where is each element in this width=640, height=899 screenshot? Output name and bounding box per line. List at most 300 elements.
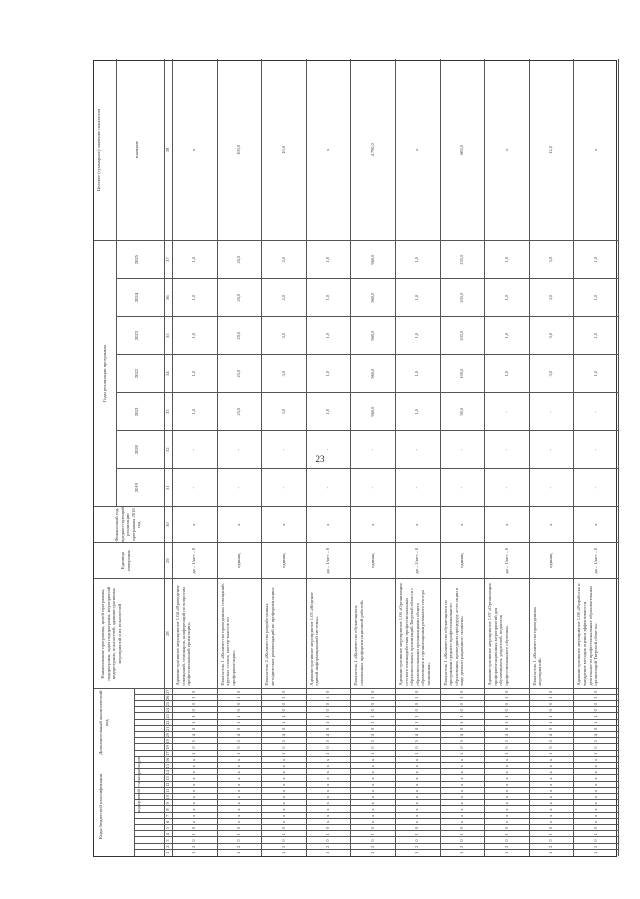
column-number: 9 <box>165 802 170 805</box>
row-target: x <box>414 148 420 151</box>
code-cell: x <box>369 808 375 811</box>
code-cell: x <box>503 758 509 762</box>
code-col-line <box>134 706 618 707</box>
code-col-line <box>134 737 618 738</box>
name-header: Наименование программы, целей программы, подпрограмм, задач подпрограмм, мероприятий подпрограмм, показателей, административных мероприятий и их показателей <box>100 586 122 681</box>
code-cell: 4 <box>592 734 598 737</box>
code-cell: 0 <box>458 709 464 712</box>
column-number: 2 <box>165 845 170 848</box>
code-cell: 0 <box>191 746 197 749</box>
code-cell: 0 <box>369 827 375 830</box>
code-cell: x <box>414 796 420 799</box>
code-cell: 1 <box>414 851 420 855</box>
row-year-value: - <box>548 410 554 413</box>
code-cell: x <box>191 796 197 799</box>
code-cell: x <box>592 777 598 780</box>
code-cell: 1 <box>280 851 286 855</box>
code-cell: 4 <box>235 734 241 737</box>
code-col-line <box>134 793 618 794</box>
year-label: 2020 <box>134 445 139 455</box>
column-number: 38 <box>165 147 170 153</box>
row-unit: единиц <box>548 553 554 568</box>
code-col-line <box>134 768 618 769</box>
year-label: 2019 <box>134 483 139 493</box>
code-cell: 0 <box>369 727 375 731</box>
code-cell: x <box>235 771 241 774</box>
code-cell: 1 <box>235 752 241 755</box>
code-col-line <box>134 824 618 825</box>
code-col-line <box>134 799 618 800</box>
row-unit: единиц <box>235 553 241 568</box>
code-cell: 2 <box>325 845 331 848</box>
code-cell: x <box>458 777 464 780</box>
code-cell: x <box>325 796 331 799</box>
row-year-value: 3,0 <box>280 332 286 339</box>
row-name: Административное мероприятие 1.06 «Организация сетевого взаимодействия профессиональных образовательных организаций Тверской области с образовательными организациями общего образования и организациями реального сектора экономики» <box>398 583 431 686</box>
row-unit: да – 1/нет – 0 <box>503 547 509 574</box>
row-year-value: 960,0 <box>369 368 375 379</box>
row-year-value: 1,0 <box>191 408 197 415</box>
code-cell: x <box>503 802 509 805</box>
code-cell: x <box>235 789 241 793</box>
column-number: 35 <box>165 333 170 338</box>
code-cell: 0 <box>414 703 420 706</box>
code-cell: x <box>414 820 420 824</box>
code-cell: 0 <box>191 703 197 706</box>
row-year-value: - <box>191 486 197 489</box>
code-col-line <box>134 762 618 763</box>
column-number: 21 <box>165 726 170 732</box>
code-cell: x <box>503 814 509 817</box>
code-cell: x <box>503 771 509 774</box>
code-cell: 0 <box>325 746 331 749</box>
code-col-line <box>134 756 618 757</box>
code-cell: 2 <box>503 845 509 848</box>
code-cell: 1 <box>503 851 509 855</box>
code-col-line <box>134 836 618 837</box>
code-cell: 1 <box>458 833 464 836</box>
code-cell: 1 <box>191 721 197 724</box>
row-year-value: 3,0 <box>548 256 554 263</box>
code-cell: 0 <box>280 746 286 749</box>
column-number: 22 <box>165 720 170 725</box>
code-cell: x <box>592 808 598 811</box>
row-line <box>618 59 619 856</box>
code-cell: 0 <box>235 690 241 693</box>
code-cell: 1 <box>592 833 598 836</box>
code-cell: x <box>191 820 197 824</box>
code-cell: 1 <box>458 721 464 724</box>
code-cell: x <box>280 789 286 793</box>
row-year-value: 1,0 <box>414 332 420 339</box>
code-cell: x <box>280 802 286 805</box>
code-cell: 2 <box>548 845 554 848</box>
code-cell: x <box>592 802 598 805</box>
row-unit: да – 1/нет – 0 <box>325 547 331 574</box>
code-cell: 0 <box>503 746 509 749</box>
years-subline <box>116 241 117 507</box>
code-cell: x <box>592 765 598 768</box>
code-cell: 1 <box>191 833 197 836</box>
row-fin-year: x <box>325 523 331 526</box>
code-cell: x <box>191 802 197 805</box>
code-col-line <box>134 843 618 844</box>
code-cell: x <box>548 783 554 786</box>
code-cell: x <box>235 808 241 811</box>
code-cell: 1 <box>235 851 241 855</box>
row-unit: да – 1/нет – 0 <box>191 547 197 574</box>
code-cell: 1 <box>548 715 554 718</box>
code-cell: 0 <box>280 703 286 706</box>
row-year-value: 1,0 <box>592 294 598 301</box>
code-cell: 1 <box>414 715 420 718</box>
code-cell: x <box>369 758 375 762</box>
row-unit: да – 1/нет – 0 <box>414 547 420 574</box>
code-cell: x <box>414 777 420 780</box>
code-col-line <box>94 688 618 689</box>
column-number: 19 <box>165 739 170 744</box>
year-label: 2021 <box>134 407 139 417</box>
code-cell: 0 <box>548 690 554 693</box>
code-cell: x <box>280 758 286 762</box>
code-cell: 2 <box>592 845 598 848</box>
row-name: Административное мероприятие 1.04 «Проведение совещаний, семинаров, конференций по вопросам профессиональной ориентации» <box>175 585 192 686</box>
row-year-value: 1,0 <box>325 294 331 301</box>
row-year-value: 1,0 <box>414 408 420 415</box>
code-cell: 0 <box>369 690 375 693</box>
code-cell: 1 <box>414 752 420 755</box>
code-cell: x <box>458 796 464 799</box>
code-cell: x <box>592 783 598 786</box>
code-cell: 2 <box>280 845 286 848</box>
code-cell: x <box>325 802 331 805</box>
row-year-value: - <box>280 448 286 451</box>
fin-year-header: Финансовый год, предшествующий реализации программы 2018 год <box>114 507 142 543</box>
code-cell: 0 <box>592 703 598 706</box>
code-cell: 1 <box>325 715 331 718</box>
code-cell: 0 <box>325 709 331 712</box>
row-year-value: - <box>414 448 420 451</box>
code-cell: x <box>414 789 420 793</box>
code-cell: x <box>280 777 286 780</box>
row-fin-year: x <box>592 523 598 526</box>
year-label: 2023 <box>134 331 139 341</box>
code-cell: 1 <box>280 721 286 724</box>
code-col-line <box>134 712 618 713</box>
code-cell: 1 <box>235 715 241 718</box>
year-label: 2025 <box>134 255 139 265</box>
row-year-value: 20,0 <box>235 293 241 302</box>
code-cell: 1 <box>369 851 375 855</box>
row-year-value: - <box>458 448 464 451</box>
table-wrapper <box>93 60 617 857</box>
row-year-value: 1,0 <box>191 294 197 301</box>
code-cell: 1 <box>503 715 509 718</box>
code-cell: 1 <box>325 696 331 700</box>
code-cell: 1 <box>325 851 331 855</box>
code-cell: x <box>548 758 554 762</box>
code-cell: 0 <box>369 709 375 712</box>
code-cell: 0 <box>503 827 509 830</box>
code-cell: 0 <box>592 839 598 842</box>
code-cell: 0 <box>235 827 241 830</box>
row-year-value: 1,0 <box>325 256 331 263</box>
row-year-value: 205,0 <box>458 330 464 341</box>
code-cell: 1 <box>369 833 375 836</box>
code-cell: x <box>325 820 331 824</box>
code-cell: x <box>235 777 241 780</box>
code-cell: 5 <box>280 740 286 743</box>
target-header: Целевое (суммарное) значение показателя <box>96 108 101 192</box>
code-cell: 0 <box>191 827 197 830</box>
row-fin-year: x <box>191 523 197 526</box>
code-cell: x <box>592 758 598 762</box>
column-number: 11 <box>165 788 170 794</box>
code-cell: 5 <box>458 740 464 743</box>
column-number: 30 <box>165 522 170 527</box>
column-number: 15 <box>165 763 170 769</box>
code-col-line <box>134 774 618 775</box>
code-cell: x <box>235 783 241 786</box>
code-cell: 0 <box>548 727 554 731</box>
row-year-value: 3,0 <box>548 370 554 377</box>
code-cell: x <box>503 783 509 786</box>
row-year-value: 100,0 <box>458 368 464 379</box>
code-cell: 0 <box>369 703 375 706</box>
expense-code-header: код целевой статьи расходов <box>136 756 141 813</box>
code-cell: 1 <box>191 696 197 700</box>
code-cell: 1 <box>325 721 331 724</box>
code-cell: x <box>592 771 598 774</box>
target-subline <box>116 59 117 241</box>
code-cell: 0 <box>235 709 241 712</box>
code-cell: 0 <box>592 827 598 830</box>
code-cell: 0 <box>280 827 286 830</box>
code-col-line <box>134 719 618 720</box>
column-number: 10 <box>165 794 170 800</box>
code-cell: 1 <box>503 696 509 700</box>
row-year-value: 1,0 <box>592 256 598 263</box>
column-number: 12 <box>165 782 170 787</box>
code-cell: 1 <box>235 696 241 700</box>
column-number: 26 <box>165 695 170 701</box>
code-cell: x <box>458 789 464 793</box>
row-fin-year: x <box>235 523 241 526</box>
row-target: 10,0 <box>280 145 286 154</box>
code-cell: x <box>503 765 509 768</box>
code-cell: 5 <box>592 740 598 743</box>
column-number: 37 <box>165 257 170 262</box>
row-name: Показатель 1 «Количество обучающихся, охваченных профориентационной работой» <box>353 599 364 686</box>
code-cell: x <box>325 771 331 774</box>
code-cell: 0 <box>325 703 331 706</box>
code-cell: 1 <box>458 696 464 700</box>
code-cell: 0 <box>548 839 554 842</box>
code-cell: x <box>592 796 598 799</box>
row-year-value: - <box>592 410 598 413</box>
column-number: 7 <box>165 814 170 817</box>
code-cell: 0 <box>503 709 509 712</box>
target-value-header: значение <box>134 141 139 159</box>
row-year-value: 1,0 <box>503 332 509 339</box>
code-cell: x <box>458 783 464 786</box>
column-number: 20 <box>165 732 170 738</box>
row-target: x <box>191 148 197 151</box>
row-year-value: 3,0 <box>280 370 286 377</box>
code-cell: x <box>191 771 197 774</box>
code-cell: x <box>414 771 420 774</box>
code-cell: 1 <box>414 833 420 836</box>
code-cell: 1 <box>369 752 375 755</box>
code-cell: 1 <box>280 752 286 755</box>
year-col-line <box>94 240 618 241</box>
row-target: 100,0 <box>235 144 241 155</box>
code-cell: 0 <box>325 727 331 731</box>
code-cell: x <box>548 789 554 793</box>
code-cell: 5 <box>191 740 197 743</box>
code-cell: 0 <box>503 690 509 693</box>
code-cell: x <box>325 783 331 786</box>
code-cell: x <box>503 777 509 780</box>
code-cell: x <box>325 808 331 811</box>
row-target: x <box>503 148 509 151</box>
column-number: 4 <box>165 833 170 836</box>
code-cell: x <box>503 789 509 793</box>
row-year-value: 20,0 <box>235 255 241 264</box>
code-cell: x <box>369 765 375 768</box>
row-fin-year: x <box>369 523 375 526</box>
code-cell: 1 <box>325 752 331 755</box>
years-header: Годы реализации программы <box>102 345 107 402</box>
row-year-value: 960,0 <box>369 254 375 265</box>
column-number: 33 <box>165 409 170 414</box>
code-cell: x <box>280 783 286 786</box>
code-cell: x <box>369 771 375 774</box>
row-year-value: - <box>458 486 464 489</box>
code-cell: x <box>235 758 241 762</box>
row-year-value: 20,0 <box>235 331 241 340</box>
code-cell: 1 <box>191 851 197 855</box>
code-cell: x <box>548 814 554 817</box>
code-cell: x <box>235 765 241 768</box>
row-year-value: - <box>592 486 598 489</box>
row-target: 4 790,0 <box>369 143 375 157</box>
row-unit: единиц <box>369 553 375 568</box>
code-col-line <box>134 743 618 744</box>
column-number: 27 <box>165 689 170 694</box>
col-line <box>94 542 618 543</box>
code-cell: x <box>369 802 375 805</box>
code-cell: x <box>280 820 286 824</box>
row-year-value: 1,0 <box>325 332 331 339</box>
code-cell: 0 <box>191 690 197 693</box>
column-number: 13 <box>165 776 170 781</box>
column-number: 29 <box>165 558 170 563</box>
row-fin-year: x <box>503 523 509 526</box>
row-year-value: 205,0 <box>458 292 464 303</box>
row-target: x <box>325 148 331 151</box>
column-number: 34 <box>165 371 170 376</box>
row-year-value: 235,0 <box>458 254 464 265</box>
code-cell: x <box>414 783 420 786</box>
code-col-line <box>134 731 618 732</box>
code-cell: x <box>325 765 331 768</box>
code-cell: 0 <box>592 709 598 712</box>
row-name: Административное мероприятие 1.08 «Разработка и внедрение методик оценки эффективности деятельности профессиональных образовательных организаций Тверской области» <box>576 583 599 686</box>
column-number: 25 <box>165 701 170 707</box>
row-year-value: - <box>414 486 420 489</box>
code-cell: 0 <box>458 827 464 830</box>
code-cell: 0 <box>235 839 241 842</box>
code-cell: x <box>191 808 197 811</box>
code-cell: x <box>325 789 331 793</box>
row-year-value: - <box>503 410 509 413</box>
code-cell: 1 <box>592 696 598 700</box>
code-cell: 1 <box>548 851 554 855</box>
code-cell: 0 <box>280 839 286 842</box>
row-year-value: 3,0 <box>548 332 554 339</box>
code-cell: 0 <box>458 839 464 842</box>
code-cell: 2 <box>458 845 464 848</box>
row-year-value: 25,0 <box>235 407 241 416</box>
program-table <box>93 60 617 857</box>
row-year-value: 1,0 <box>592 332 598 339</box>
code-cell: x <box>458 814 464 817</box>
row-year-value: - <box>503 486 509 489</box>
code-cell: 0 <box>235 746 241 749</box>
code-cell: 0 <box>548 827 554 830</box>
codes-header: Коды бюджетной классификации <box>98 773 103 839</box>
row-year-value: 1,0 <box>191 370 197 377</box>
row-year-value: - <box>548 486 554 489</box>
code-cell: 5 <box>503 740 509 743</box>
code-cell: 1 <box>280 833 286 836</box>
code-cell: x <box>548 802 554 805</box>
code-cell: 0 <box>503 703 509 706</box>
column-number: 16 <box>165 757 170 763</box>
row-fin-year: x <box>280 523 286 526</box>
row-year-value: 960,0 <box>369 406 375 417</box>
row-fin-year: x <box>414 523 420 526</box>
code-cell: 0 <box>548 703 554 706</box>
code-cell: x <box>369 783 375 786</box>
code-cell: x <box>414 814 420 817</box>
code-cell: x <box>280 771 286 774</box>
row-year-value: 3,0 <box>548 294 554 301</box>
col-line <box>94 578 618 579</box>
code-cell: x <box>235 796 241 799</box>
row-year-value: - <box>325 486 331 489</box>
code-cell: 0 <box>414 690 420 693</box>
row-unit: да – 1/нет – 0 <box>592 547 598 574</box>
code-cell: x <box>280 808 286 811</box>
code-cell: 4 <box>369 734 375 737</box>
code-cell: 0 <box>458 746 464 749</box>
code-cell: x <box>458 765 464 768</box>
code-col-line <box>134 725 618 726</box>
code-cell: 0 <box>548 746 554 749</box>
code-cell: 0 <box>414 746 420 749</box>
code-cell: 0 <box>592 727 598 731</box>
code-cell: 5 <box>235 740 241 743</box>
code-cell: x <box>191 758 197 762</box>
code-cell: x <box>548 765 554 768</box>
code-cell: 0 <box>503 839 509 842</box>
code-cell: 0 <box>548 709 554 712</box>
code-cell: x <box>548 771 554 774</box>
code-cell: 4 <box>548 734 554 737</box>
code-cell: 0 <box>191 727 197 731</box>
